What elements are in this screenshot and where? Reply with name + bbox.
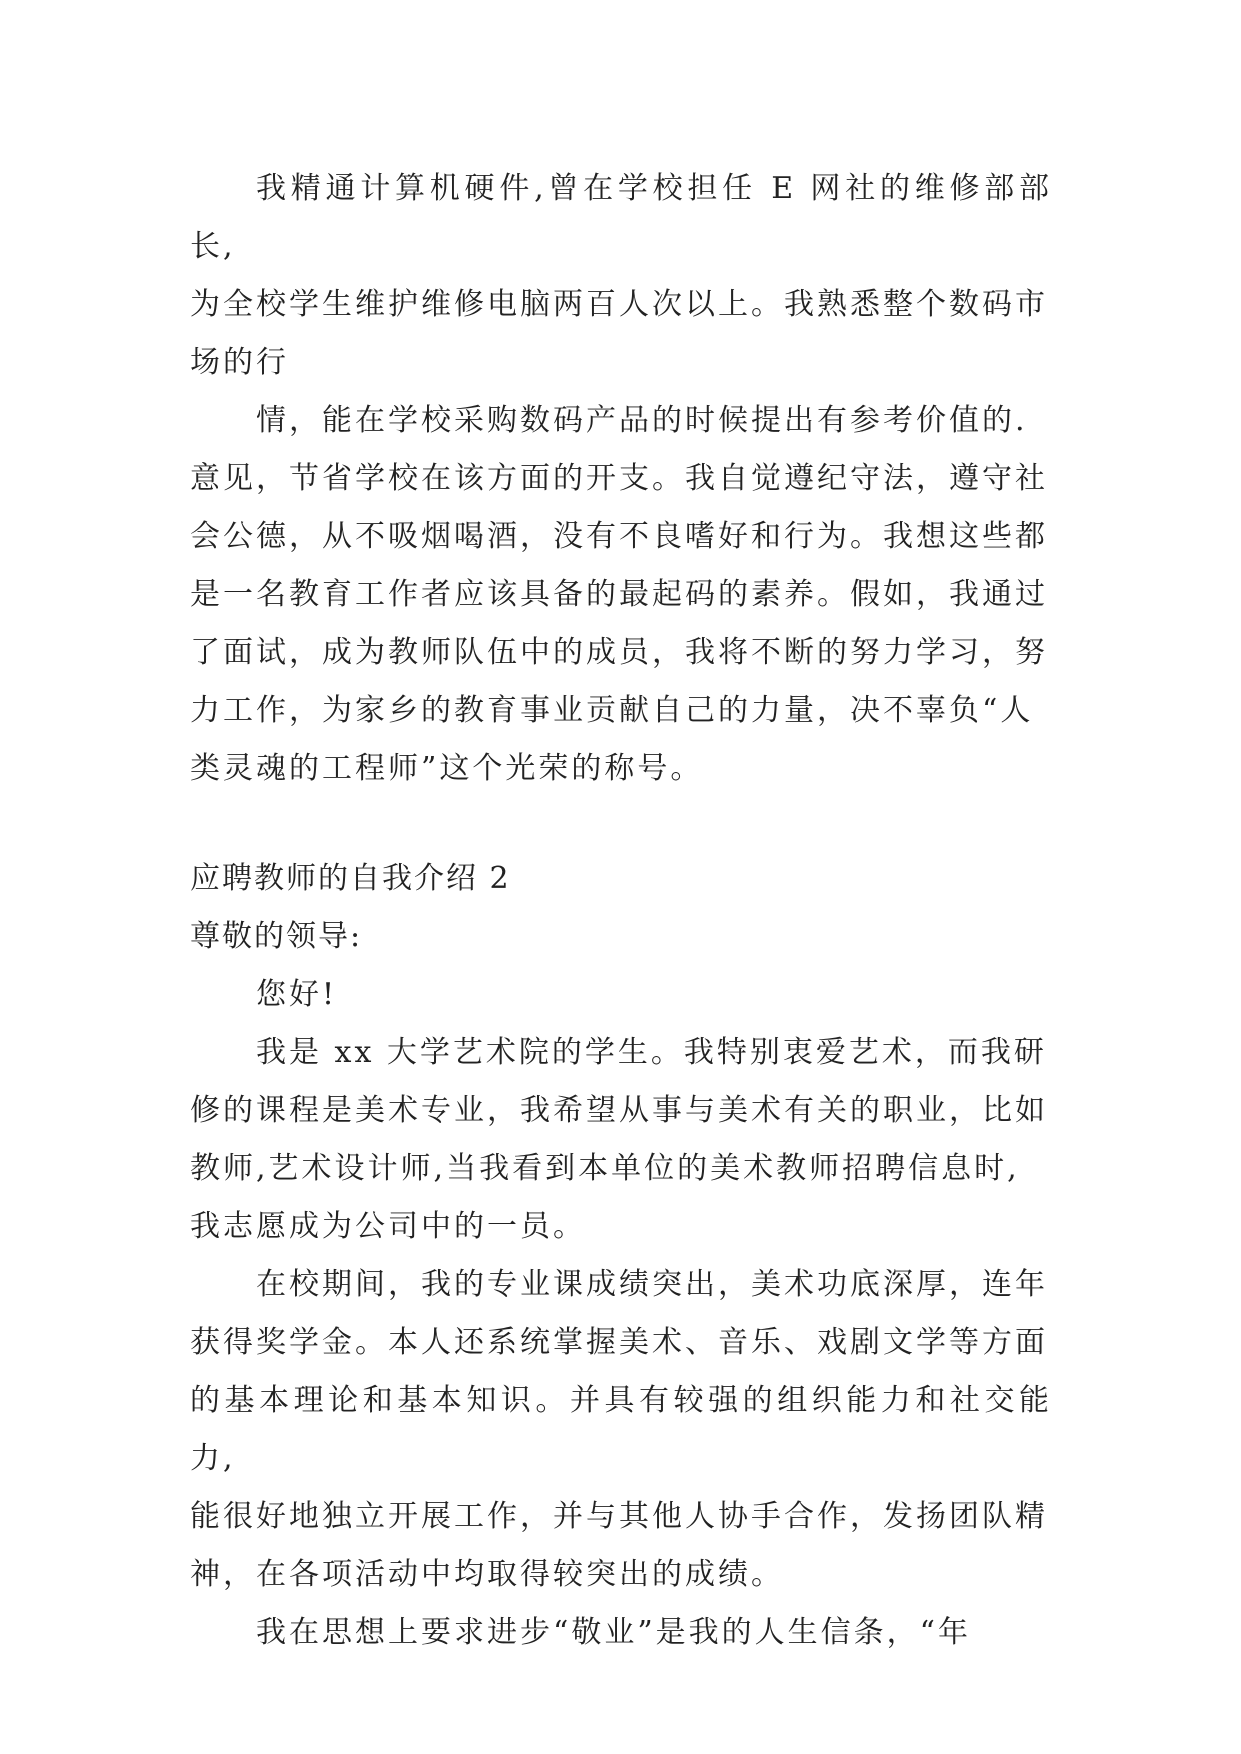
text-line: 意见，节省学校在该方面的开支。我自觉遵纪守法，遵守社	[190, 461, 1048, 496]
text-line: 的基本理论和基本知识。并具有较强的组织能力和社交能力,	[190, 1383, 1052, 1476]
paragraph-introduction	[190, 1024, 1052, 1082]
text-line: 场的行	[190, 345, 289, 380]
salutation: 尊敬的领导:	[190, 919, 363, 954]
text-line: 情，能在学校采购数码产品的时候提出有参考价值的.	[256, 403, 1028, 438]
section-spacer	[190, 798, 1052, 850]
text-line: 我精通计算机硬件,曾在学校担任 E 网社的维修部部长,	[190, 171, 1052, 264]
text-line: 神，在各项活动中均取得较突出的成绩。	[190, 1557, 784, 1592]
paragraph-market-and-conduct-cont	[190, 450, 1052, 798]
text-line: 修的课程是美术专业，我希望从事与美术有关的职业，比如	[190, 1093, 1048, 1128]
document-content	[190, 160, 1052, 1662]
section-title: 应聘教师的自我介绍 2	[190, 861, 511, 896]
paragraph-attitude	[190, 1604, 1052, 1662]
text-line: 能很好地独立开展工作，并与其他人协手合作，发扬团队精	[190, 1499, 1048, 1534]
paragraph-introduction-cont	[190, 1082, 1052, 1256]
paragraph-hardware-skills	[190, 160, 1052, 276]
paragraph-school-record	[190, 1256, 1052, 1314]
text-line: 我是 xx 大学艺术院的学生。我特别衷爱艺术，而我研	[256, 1035, 1047, 1070]
text-line: 获得奖学金。本人还系统掌握美术、音乐、戏剧文学等方面	[190, 1325, 1048, 1360]
text-line: 为全校学生维护维修电脑两百人次以上。我熟悉整个数码市	[190, 287, 1048, 322]
text-line: 我志愿成为公司中的一员。	[190, 1209, 586, 1244]
paragraph-hardware-skills-cont	[190, 276, 1052, 392]
text-line: 教师,艺术设计师,当我看到本单位的美术教师招聘信息时,	[190, 1151, 1020, 1186]
text-line: 力工作，为家乡的教育事业贡献自己的力量，决不辜负“人	[190, 693, 1034, 728]
text-line: 我在思想上要求进步“敬业”是我的人生信条，“年	[256, 1615, 972, 1650]
paragraph-school-record-cont	[190, 1314, 1052, 1604]
text-line: 在校期间，我的专业课成绩突出，美术功底深厚，连年	[256, 1267, 1048, 1302]
paragraph-market-and-conduct	[190, 392, 1052, 450]
greeting: 您好!	[256, 977, 338, 1012]
text-line: 会公德，从不吸烟喝酒，没有不良嗜好和行为。我想这些都	[190, 519, 1048, 554]
text-line: 是一名教育工作者应该具备的最起码的素养。假如，我通过	[190, 577, 1048, 612]
text-line: 类灵魂的工程师”这个光荣的称号。	[190, 751, 704, 786]
text-line: 了面试，成为教师队伍中的成员，我将不断的努力学习，努	[190, 635, 1048, 670]
